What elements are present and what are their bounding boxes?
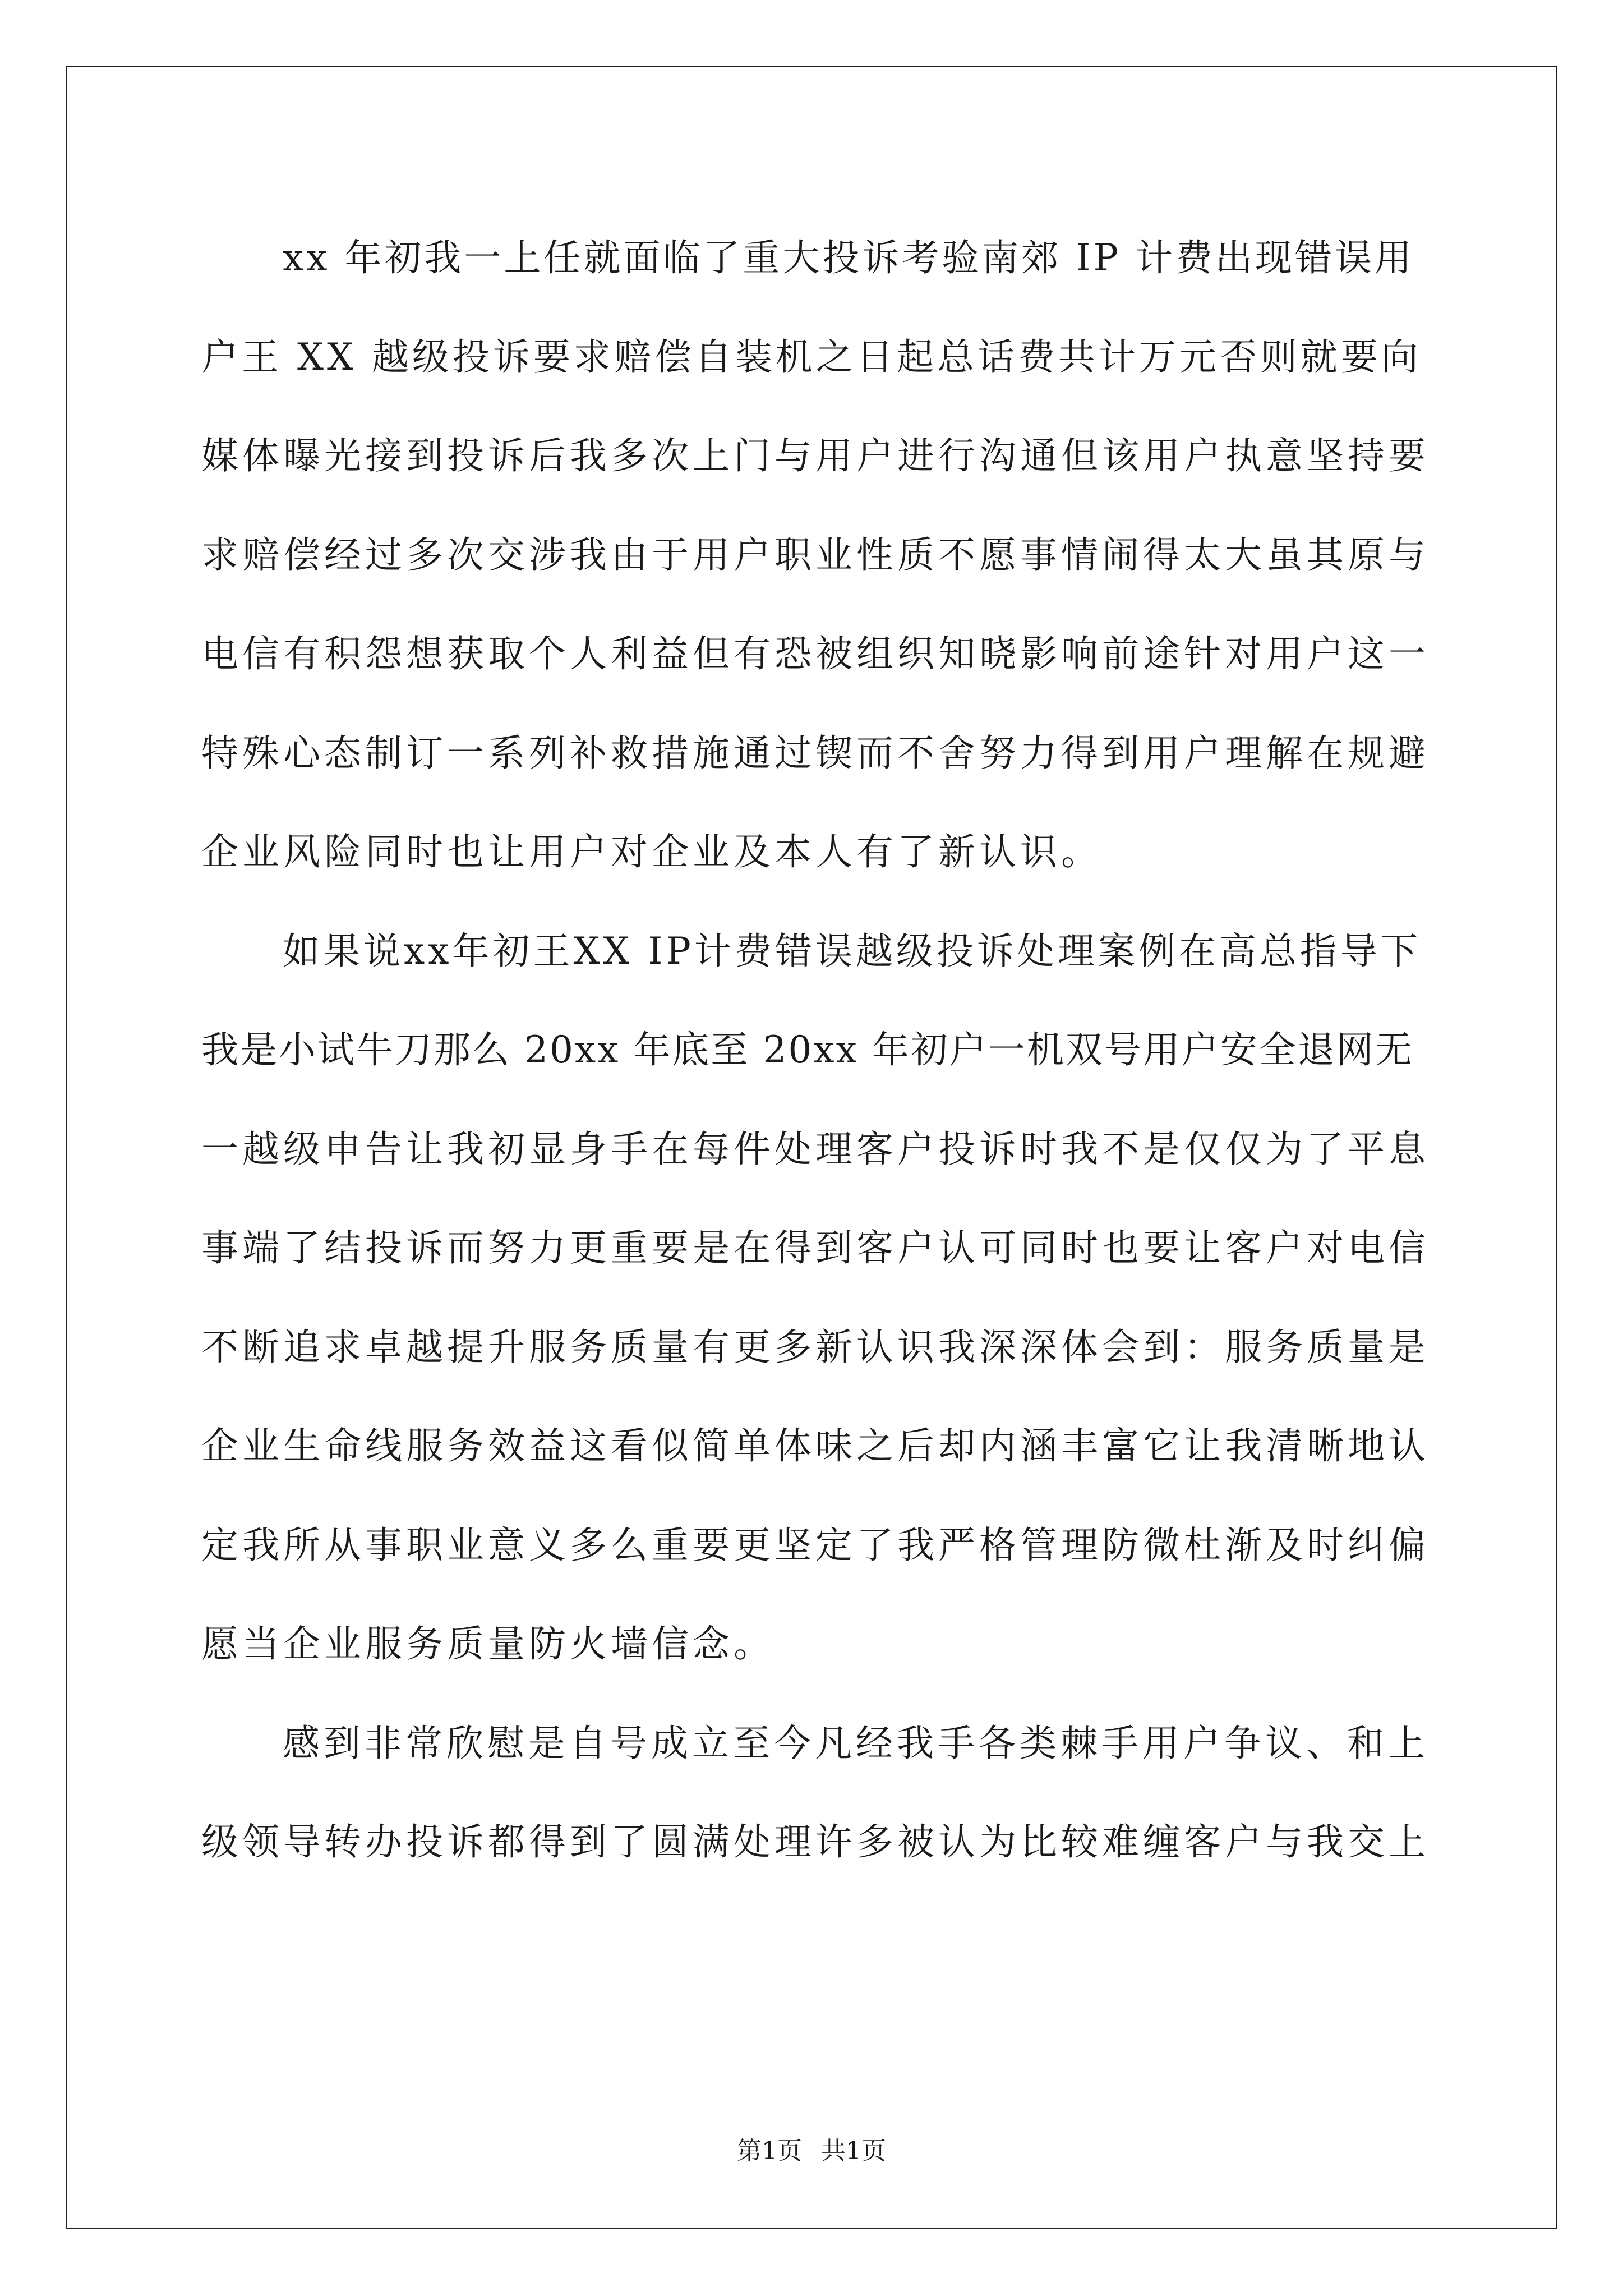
- paragraph-2-line-4: 事端了结投诉而努力更重要是在得到客户认可同时也要让客户对电信: [201, 1226, 1430, 1270]
- paragraph-1-line-3: 媒体曝光接到投诉后我多次上门与用户进行沟通但该用户执意坚持要: [201, 434, 1430, 478]
- paragraph-2-line-3: 一越级申告让我初显身手在每件处理客户投诉时我不是仅仅为了平息: [201, 1127, 1430, 1171]
- paragraph-1-line-4: 求赔偿经过多次交涉我由于用户职业性质不愿事情闹得太大虽其原与: [201, 533, 1430, 577]
- page-total: 共1页: [821, 2137, 886, 2165]
- paragraph-2-line-1: 如果说xx年初王XX IP计费错误越级投诉处理案例在高总指导下: [283, 929, 1421, 973]
- paragraph-1-line-6: 特殊心态制订一系列补救措施通过锲而不舍努力得到用户理解在规避: [201, 731, 1430, 775]
- paragraph-3-line-1: 感到非常欣慰是自号成立至今凡经我手各类棘手用户争议、和上: [283, 1721, 1429, 1765]
- paragraph-2-line-7: 定我所从事职业意义多么重要更坚定了我严格管理防微杜渐及时纠偏: [201, 1523, 1430, 1567]
- paragraph-2-line-8: 愿当企业服务质量防火墙信念。: [201, 1622, 774, 1666]
- paragraph-2-line-2: 我是小试牛刀那么 20xx 年底至 20xx 年初户一机双号用户安全退网无: [201, 1028, 1414, 1072]
- paragraph-1-line-1: xx 年初我一上任就面临了重大投诉考验南郊 IP 计费出现错误用: [283, 236, 1414, 280]
- page-footer: [0, 2131, 1623, 2166]
- paragraph-2-line-5: 不断追求卓越提升服务质量有更多新认识我深深体会到：服务质量是: [201, 1325, 1430, 1369]
- paragraph-2-line-6: 企业生命线服务效益这看似简单体味之后却内涵丰富它让我清晰地认: [201, 1424, 1430, 1468]
- page-number: 第1页: [737, 2137, 802, 2165]
- document-body: [201, 209, 1430, 1892]
- paragraph-1-line-7: 企业风险同时也让用户对企业及本人有了新认识。: [201, 830, 1102, 874]
- paragraph-3-line-2: 级领导转办投诉都得到了圆满处理许多被认为比较难缠客户与我交上: [201, 1820, 1430, 1864]
- paragraph-1-line-2: 户王 XX 越级投诉要求赔偿自装机之日起总话费共计万元否则就要向: [201, 335, 1422, 379]
- paragraph-1-line-5: 电信有积怨想获取个人利益但有恐被组织知晓影响前途针对用户这一: [201, 632, 1430, 676]
